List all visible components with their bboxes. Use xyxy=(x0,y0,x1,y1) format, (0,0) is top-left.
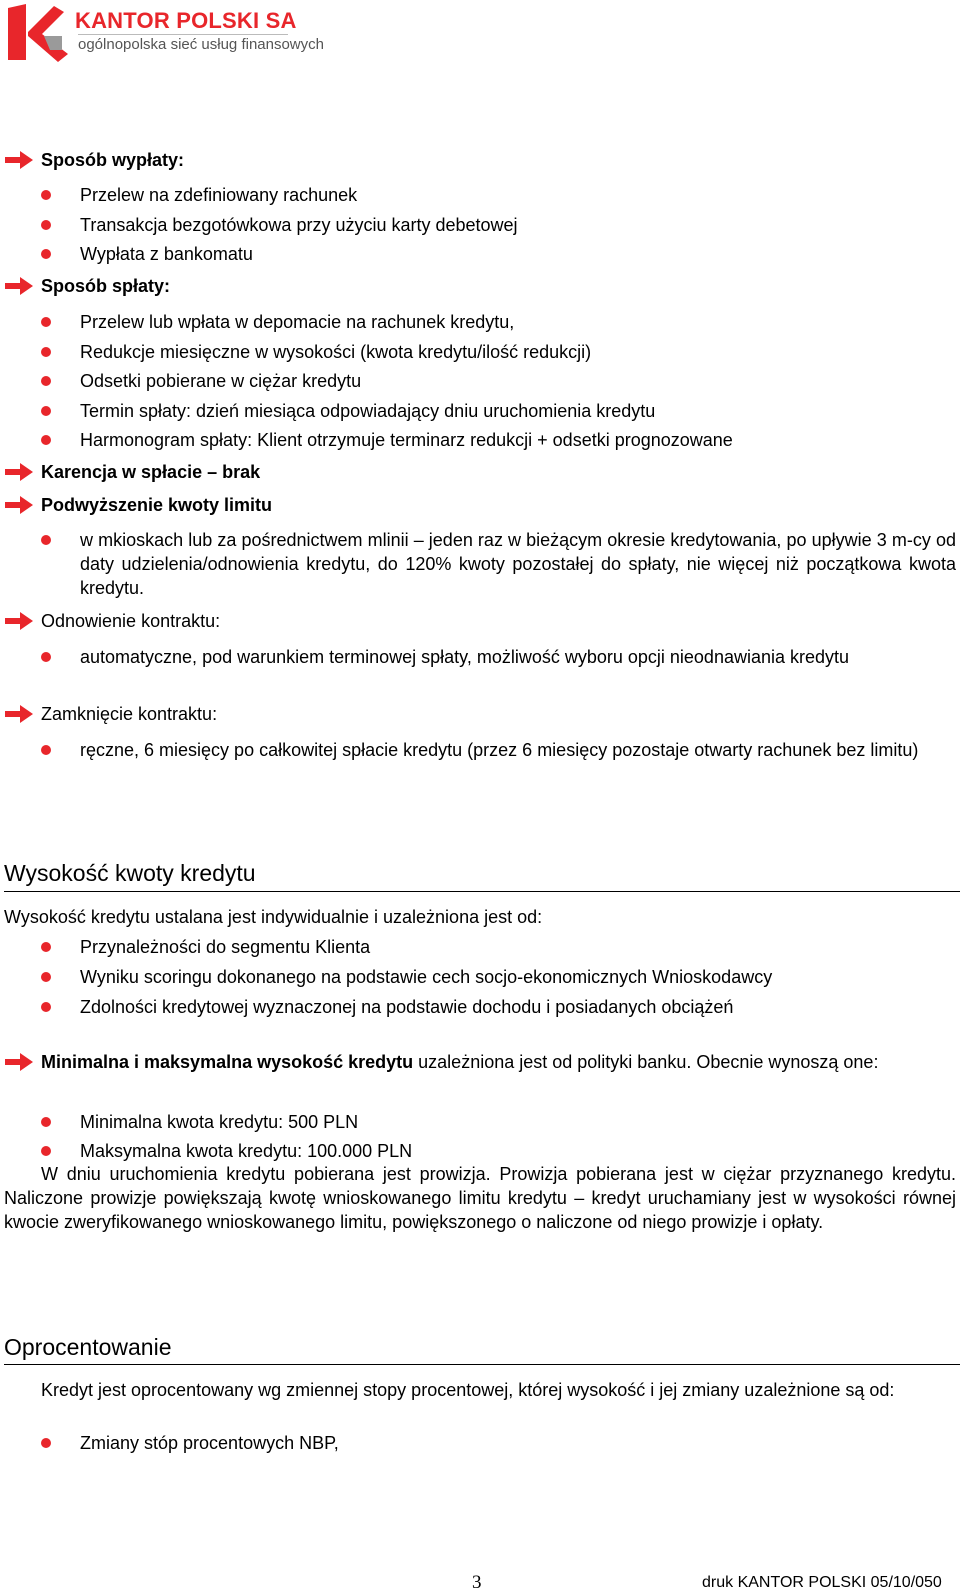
list-item-text: ręczne, 6 miesięcy po całkowitej spłacie kredytu (przez 6 miesięcy pozostaje otwarty rachunek bez limitu) xyxy=(80,740,919,760)
list-item-text: w mkioskach lub za pośrednictwem mlinii – jeden raz w bieżącym okresie kredytowania, po upływie 3 m-cy od daty udzielenia/odnowienia kredytu, do 120% kwoty pozostałej do spłaty, nie więcej niż początkowa kwota kredytu. xyxy=(80,530,956,598)
list-item-text: Przynależności do segmentu Klienta xyxy=(80,937,371,957)
arrow-right-icon xyxy=(4,150,34,170)
logo-subtitle: ogólnopolska sieć usług finansowych xyxy=(78,36,324,53)
bullet-icon xyxy=(41,652,51,662)
minmax-bold: Minimalna i maksymalna wysokość kredytu xyxy=(41,1052,414,1072)
section-divider xyxy=(4,1364,960,1365)
list-item-text: Transakcja bezgotówkowa przy użyciu karty debetowej xyxy=(80,215,518,235)
bullet-icon xyxy=(41,376,51,386)
arrow-right-icon xyxy=(4,611,34,631)
bullet-icon xyxy=(41,220,51,230)
bullet-icon xyxy=(41,745,51,755)
arrow-right-icon xyxy=(4,462,34,482)
list-item-text: Minimalna kwota kredytu: 500 PLN xyxy=(80,1112,359,1132)
page-number: 3 xyxy=(472,1572,482,1593)
bullet-icon xyxy=(41,249,51,259)
list-item-text: Zmiany stóp procentowych NBP, xyxy=(80,1433,339,1453)
logo-divider xyxy=(78,34,288,35)
bullet-icon xyxy=(41,1146,51,1156)
oprocentowanie-paragraph: Kredyt jest oprocentowany wg zmiennej stopy procentowej, której wysokość i jej zmiany uzależnione są od: xyxy=(41,1380,895,1400)
list-item-text: Harmonogram spłaty: Klient otrzymuje terminarz redukcji + odsetki prognozowane xyxy=(80,430,733,450)
bullet-icon xyxy=(41,317,51,327)
section-divider xyxy=(4,891,960,892)
heading-odnowienie: Odnowienie kontraktu: xyxy=(41,611,221,631)
intro-text: Wysokość kredytu ustalana jest indywidualnie i uzależniona jest od: xyxy=(4,907,543,927)
minmax-rest: uzależniona jest od polityki banku. Obecnie wynoszą one: xyxy=(413,1052,879,1072)
list-item-text: Wyniku scoringu dokonanego na podstawie cech socjo-ekonomicznych Wnioskodawcy xyxy=(80,967,773,987)
bullet-icon xyxy=(41,1002,51,1012)
list-item-text: Przelew na zdefiniowany rachunek xyxy=(80,185,358,205)
bullet-icon xyxy=(41,347,51,357)
heading-sposob-wyplaty: Sposób wypłaty: xyxy=(41,150,185,170)
print-code: druk KANTOR POLSKI 05/10/050 xyxy=(702,1574,942,1591)
bullet-icon xyxy=(41,406,51,416)
logo-title: KANTOR POLSKI SA xyxy=(75,8,297,33)
list-item-text: automatyczne, pod warunkiem terminowej spłaty, możliwość wyboru opcji nieodnawiania kredytu xyxy=(80,647,850,667)
arrow-right-icon xyxy=(4,1052,34,1072)
heading-sposob-splaty: Sposób spłaty: xyxy=(41,276,171,296)
list-item-text: Zdolności kredytowej wyznaczonej na podstawie dochodu i posiadanych obciążeń xyxy=(80,997,734,1017)
heading-zamkniecie: Zamknięcie kontraktu: xyxy=(41,704,218,724)
arrow-right-icon xyxy=(4,495,34,515)
arrow-right-icon xyxy=(4,704,34,724)
bullet-icon xyxy=(41,942,51,952)
bullet-icon xyxy=(41,1117,51,1127)
section-title-wysokosc: Wysokość kwoty kredytu xyxy=(4,860,256,886)
list-item-text: Przelew lub wpłata w depomacie na rachunek kredytu, xyxy=(80,312,515,332)
bullet-icon xyxy=(41,435,51,445)
arrow-right-icon xyxy=(4,276,34,296)
bullet-icon xyxy=(41,972,51,982)
bullet-icon xyxy=(41,1438,51,1448)
list-item-text: Termin spłaty: dzień miesiąca odpowiadający dniu uruchomienia kredytu xyxy=(80,401,656,421)
list-item-text: Redukcje miesięczne w wysokości (kwota kredytu/ilość redukcji) xyxy=(80,342,592,362)
heading-podwyzszenie: Podwyższenie kwoty limitu xyxy=(41,495,273,515)
bullet-icon xyxy=(41,190,51,200)
bullet-icon xyxy=(41,535,51,545)
section-title-oprocentowanie: Oprocentowanie xyxy=(4,1334,172,1360)
prowizja-paragraph: W dniu uruchomienia kredytu pobierana jest prowizja. Prowizja pobierana jest w ciężar przyznanego kredytu. Naliczone prowizje powiększają kwotę wnioskowanego limitu kredytu – kredyt uruchamiany jest w wysokości równej kwocie zweryfikowanego wnioskowanego limitu, powiększonego o naliczone od niego prowizje i opłaty. xyxy=(4,1164,956,1232)
minmax-paragraph xyxy=(41,1050,956,1074)
list-item-text: Odsetki pobierane w ciężar kredytu xyxy=(80,371,362,391)
list-item-text: Wypłata z bankomatu xyxy=(80,244,253,264)
list-item-text: Maksymalna kwota kredytu: 100.000 PLN xyxy=(80,1141,413,1161)
heading-karencja: Karencja w spłacie – brak xyxy=(41,462,261,482)
